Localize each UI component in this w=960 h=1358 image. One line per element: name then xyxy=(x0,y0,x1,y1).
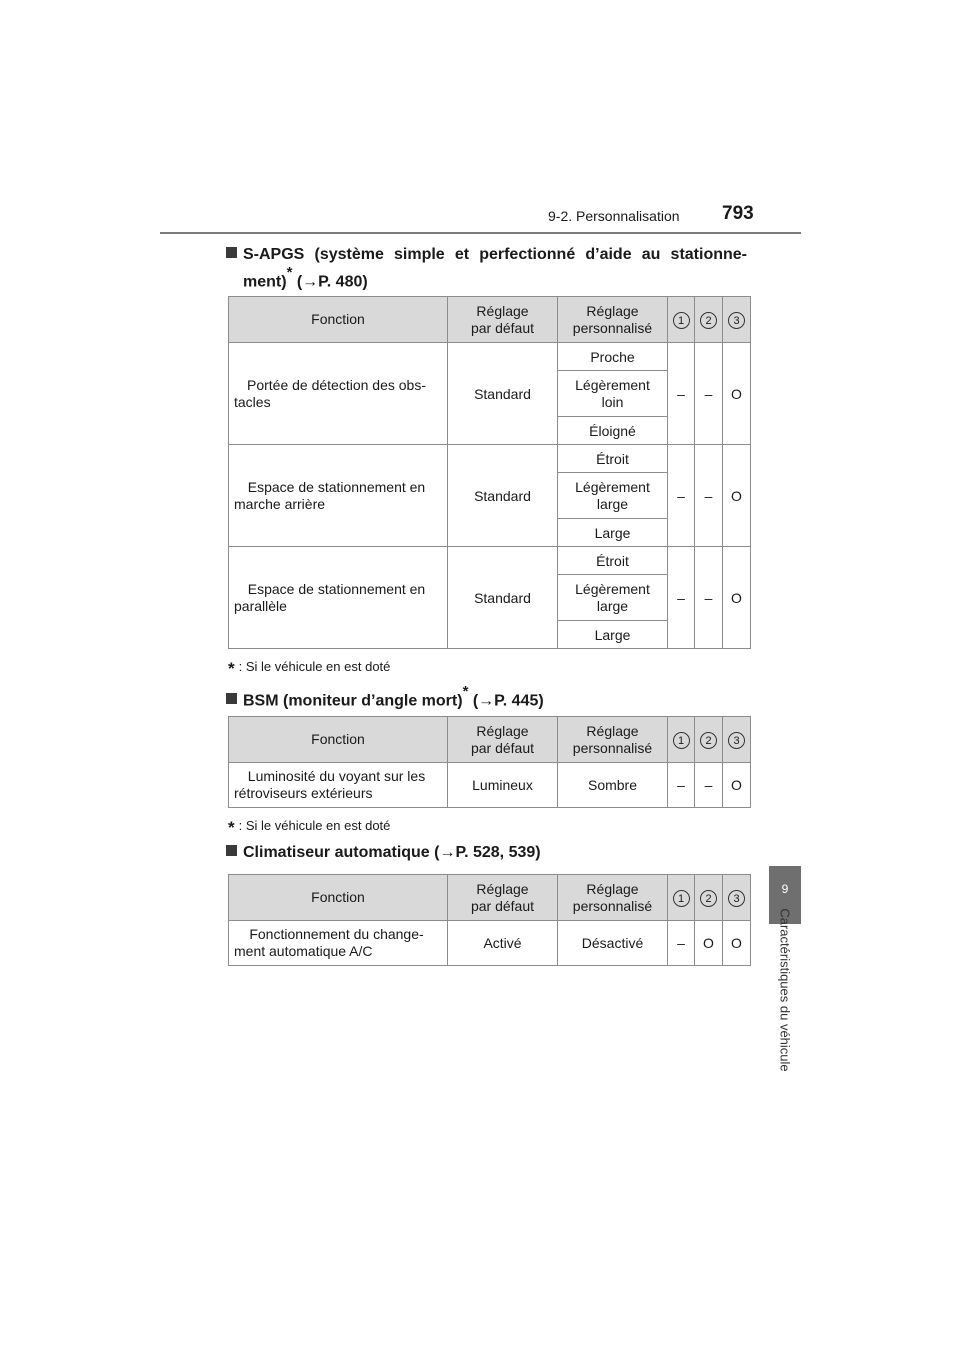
page-reference: (→P. 480) xyxy=(292,273,368,291)
asterisk-icon: * xyxy=(228,659,235,678)
table-cell-c1: – xyxy=(668,921,695,966)
page-reference: (→P. 445) xyxy=(468,692,544,710)
col-header-3: 3 xyxy=(723,717,751,763)
header-section-title: 9-2. Personnalisation xyxy=(548,208,680,224)
col-header-default: Réglage par défaut xyxy=(448,717,558,763)
table-cell-default: Lumineux xyxy=(448,763,558,808)
col-header-2: 2 xyxy=(695,297,723,343)
table-cell-default: Standard xyxy=(448,343,558,445)
table-cell-c1: – xyxy=(668,763,695,808)
section-heading-sapgs xyxy=(226,244,747,292)
col-header-3: 3 xyxy=(723,875,751,921)
heading-text-cont: ment) xyxy=(243,273,287,291)
table-cell-c3: O xyxy=(723,921,751,966)
col-header-fonction: Fonction xyxy=(229,717,448,763)
table-cell-option: Proche xyxy=(558,343,668,371)
table-cell-option: Large xyxy=(558,519,668,547)
heading-text: Climatiseur automatique (→P. 528, 539) xyxy=(243,844,541,861)
table-cell-default: Activé xyxy=(448,921,558,966)
table-cell-c1: – xyxy=(668,547,695,649)
page-number: 793 xyxy=(722,203,754,224)
table-sapgs xyxy=(228,296,751,649)
col-header-3: 3 xyxy=(723,297,751,343)
heading-text: S-APGS (système simple et perfectionné d’aide au stationne- xyxy=(243,246,747,263)
section-heading-climatiseur xyxy=(226,842,541,863)
col-header-custom: Réglage personnalisé xyxy=(558,297,668,343)
header-rule xyxy=(160,232,801,234)
asterisk-icon: * xyxy=(228,818,235,837)
table-cell-option: Éloigné xyxy=(558,417,668,445)
table-cell-c2: – xyxy=(695,547,723,649)
col-header-custom: Réglage personnalisé xyxy=(558,717,668,763)
table-cell-c2: – xyxy=(695,343,723,445)
table-cell-c2: – xyxy=(695,445,723,547)
table-cell-c2: – xyxy=(695,763,723,808)
table-cell-option: Légèrement loin xyxy=(558,371,668,417)
col-header-fonction: Fonction xyxy=(229,875,448,921)
table-cell-option: Légèrement large xyxy=(558,473,668,519)
footnote-bsm: * : Si le véhicule en est doté xyxy=(228,818,391,837)
table-climatiseur xyxy=(228,874,751,966)
section-heading-bsm xyxy=(226,684,544,711)
col-header-2: 2 xyxy=(695,717,723,763)
table-row-fonction: Luminosité du voyant sur les rétroviseurs extérieurs xyxy=(229,763,448,808)
col-header-2: 2 xyxy=(695,875,723,921)
table-cell-c3: O xyxy=(723,547,751,649)
table-cell-default: Standard xyxy=(448,547,558,649)
table-cell-c1: – xyxy=(668,445,695,547)
table-cell-option: Sombre xyxy=(558,763,668,808)
table-cell-c3: O xyxy=(723,763,751,808)
table-cell-option: Étroit xyxy=(558,547,668,575)
col-header-1: 1 xyxy=(668,875,695,921)
chapter-number: 9 xyxy=(781,882,789,896)
col-header-default: Réglage par défaut xyxy=(448,297,558,343)
bullet-square-icon xyxy=(226,247,237,258)
col-header-custom: Réglage personnalisé xyxy=(558,875,668,921)
asterisk-icon: * xyxy=(462,683,469,700)
table-row-fonction: Espace de stationnement en marche arrière xyxy=(229,445,448,547)
table-cell-c2: O xyxy=(695,921,723,966)
table-cell-option: Large xyxy=(558,621,668,649)
col-header-default: Réglage par défaut xyxy=(448,875,558,921)
col-header-1: 1 xyxy=(668,717,695,763)
table-row-fonction: Espace de stationnement en parallèle xyxy=(229,547,448,649)
footnote-sapgs: * : Si le véhicule en est doté xyxy=(228,659,391,678)
table-cell-c3: O xyxy=(723,445,751,547)
col-header-fonction: Fonction xyxy=(229,297,448,343)
table-row-fonction: Fonctionnement du change-ment automatique A/C xyxy=(229,921,448,966)
table-row-fonction: Portée de détection des obs-tacles xyxy=(229,343,448,445)
table-cell-option: Étroit xyxy=(558,445,668,473)
col-header-1: 1 xyxy=(668,297,695,343)
bullet-square-icon xyxy=(226,845,237,856)
bullet-square-icon xyxy=(226,693,237,704)
asterisk-icon: * xyxy=(286,264,293,281)
table-cell-c3: O xyxy=(723,343,751,445)
chapter-label: Caractéristiques du véhicule xyxy=(777,908,793,1072)
table-bsm xyxy=(228,716,751,808)
table-cell-option: Légèrement large xyxy=(558,575,668,621)
table-cell-default: Standard xyxy=(448,445,558,547)
table-cell-c1: – xyxy=(668,343,695,445)
table-cell-option: Désactivé xyxy=(558,921,668,966)
heading-text: BSM (moniteur d’angle mort) xyxy=(243,692,463,710)
